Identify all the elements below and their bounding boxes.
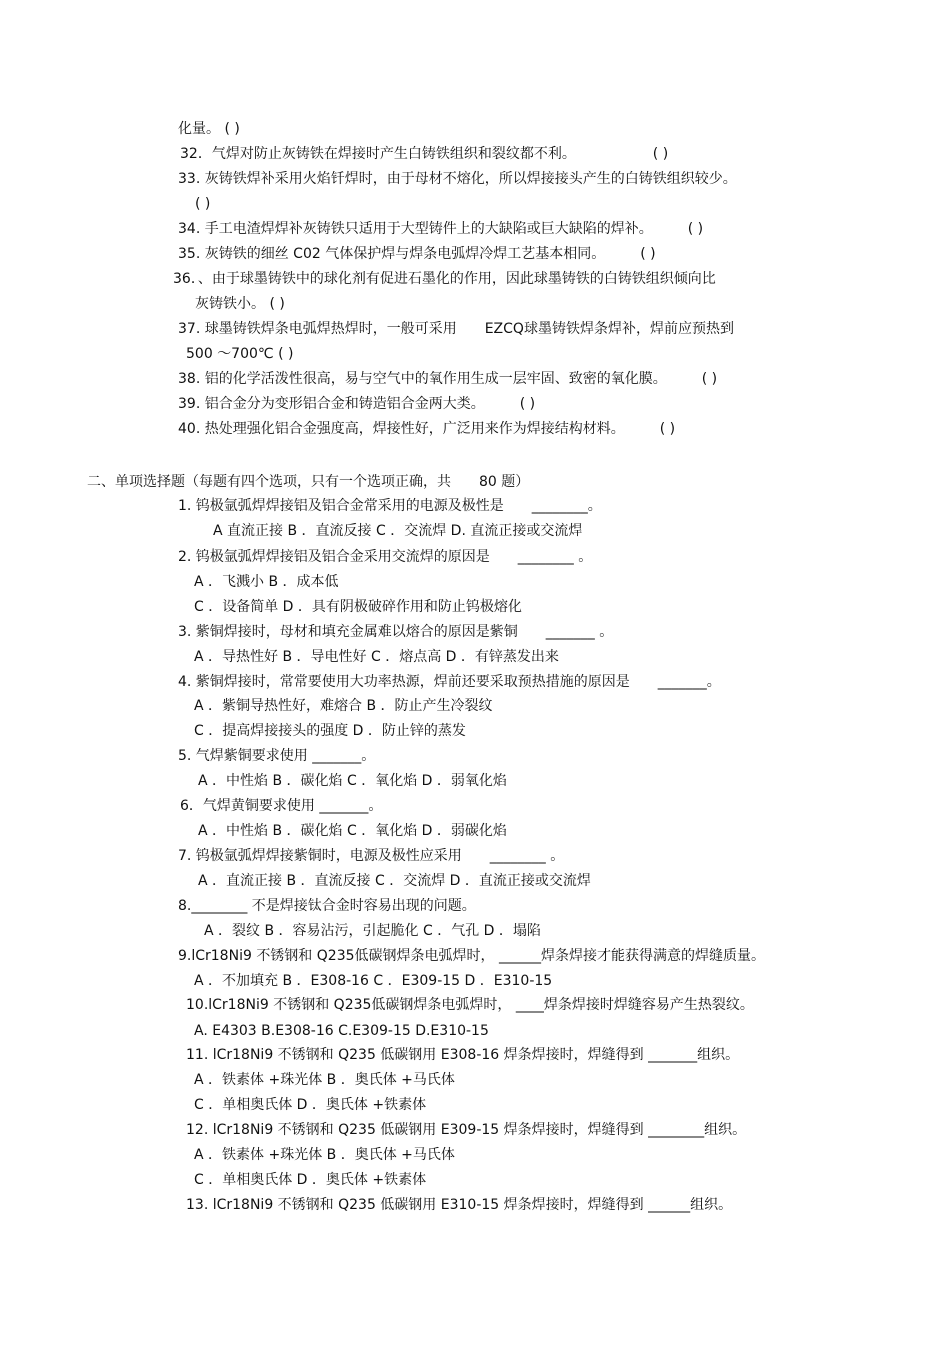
question-line: 4. 紫铜焊接时，常常要使用大功率热源，焊前还要采取预热措施的原因是 _______。: [178, 674, 721, 690]
option-line: A ．铁素体 +珠光体 B ．奥氏体 +马氏体: [194, 1072, 455, 1088]
option-line: C ．设备简单 D ．具有阴极破碎作用和防止钨极熔化: [194, 599, 522, 615]
option-line: A 直流正接 B ．直流反接 C ．交流焊 D. 直流正接或交流焊: [213, 523, 583, 539]
question-line: 2. 钨极氩弧焊焊接铝及铝合金采用交流焊的原因是 ________ 。: [178, 549, 593, 565]
question-line: 11. lCr18Ni9 不锈钢和 Q235 低碳钢用 E308-16 焊条焊接时，焊缝得到 _______组织。: [186, 1047, 740, 1063]
option-line: A. E4303 B.E308-16 C.E309-15 D.E310-15: [194, 1023, 489, 1039]
text-line: 化量。 ( ): [178, 121, 240, 137]
question-line: 1. 钨极氩弧焊焊接铝及铝合金常采用的电源及极性是 ________。: [178, 498, 602, 514]
option-line: C ．提高焊接接头的强度 D ．防止锌的蒸发: [194, 723, 466, 739]
option-line: A ．飞溅小 B ．成本低: [194, 574, 339, 590]
option-line: A ．中性焰 B ．碳化焰 C ．氧化焰 D ．弱氧化焰: [198, 773, 507, 789]
text-line: 38. 铝的化学活泼性很高，易与空气中的氧作用生成一层牢固、致密的氧化膜。 ( ): [178, 371, 718, 387]
text-line: 32．气焊对防止灰铸铁在焊接时产生白铸铁组织和裂纹都不利。 ( ): [180, 146, 669, 162]
question-line: 10.lCr18Ni9 不锈钢和 Q235低碳钢焊条电弧焊时， ____焊条焊接时焊缝容易产生热裂纹。: [186, 997, 754, 1013]
section-heading: 二、单项选择题（每题有四个选项，只有一个选项正确，共 80 题）: [87, 474, 530, 490]
text-line: 500 ～700℃ ( ): [186, 346, 294, 362]
option-line: C ．单相奥氏体 D ．奥氏体 +铁素体: [194, 1172, 427, 1188]
text-line: ( ): [195, 196, 211, 212]
question-line: 13. lCr18Ni9 不锈钢和 Q235 低碳钢用 E310-15 焊条焊接时，焊缝得到 ______组织。: [186, 1197, 733, 1213]
text-line: 36．、由于球墨铸铁中的球化剂有促进石墨化的作用，因此球墨铸铁的白铸铁组织倾向比: [173, 271, 716, 287]
option-line: A ．中性焰 B ．碳化焰 C ．氧化焰 D ．弱碳化焰: [198, 823, 507, 839]
text-line: 39. 铝合金分为变形铝合金和铸造铝合金两大类。 ( ): [178, 396, 536, 412]
option-line: A ．铁素体 +珠光体 B ．奥氏体 +马氏体: [194, 1147, 455, 1163]
text-line: 34. 手工电渣焊焊补灰铸铁只适用于大型铸件上的大缺陷或巨大缺陷的焊补。 ( ): [178, 221, 704, 237]
question-line: 3. 紫铜焊接时，母材和填充金属难以熔合的原因是紫铜 _______ 。: [178, 624, 614, 640]
option-line: A ．不加填充 B ．E308-16 C ．E309-15 D ．E310-15: [194, 973, 553, 989]
question-line: 6．气焊黄铜要求使用 _______。: [180, 798, 383, 814]
option-line: C ．单相奥氏体 D ．奥氏体 +铁素体: [194, 1097, 427, 1113]
question-line: 7. 钨极氩弧焊焊接紫铜时，电源及极性应采用 ________ 。: [178, 848, 565, 864]
option-line: A ．裂纹 B ．容易沾污，引起脆化 C ．气孔 D ．塌陷: [204, 923, 541, 939]
option-line: A ．直流正接 B ．直流反接 C ．交流焊 D ．直流正接或交流焊: [198, 873, 591, 889]
text-line: 40. 热处理强化铝合金强度高，焊接性好，广泛用来作为焊接结构材料。 ( ): [178, 421, 676, 437]
question-line: 5. 气焊紫铜要求使用 _______。: [178, 748, 376, 764]
option-line: A ．导热性好 B ．导电性好 C ．熔点高 D ．有锌蒸发出来: [194, 649, 559, 665]
question-line: 8.________ 不是焊接钛合金时容易出现的问题。: [178, 898, 476, 914]
text-line: 35. 灰铸铁的细丝 C02 气体保护焊与焊条电弧焊冷焊工艺基本相同。 ( ): [178, 246, 656, 262]
option-line: A ．紫铜导热性好，难熔合 B ．防止产生冷裂纹: [194, 698, 493, 714]
text-line: 33. 灰铸铁焊补采用火焰钎焊时，由于母材不熔化，所以焊接接头产生的白铸铁组织较少。: [178, 171, 737, 187]
text-line: 37. 球墨铸铁焊条电弧焊热焊时，一般可采用 EZCQ球墨铸铁焊条焊补，焊前应预热到: [178, 321, 734, 337]
question-line: 9.lCr18Ni9 不锈钢和 Q235低碳钢焊条电弧焊时， ______焊条焊接才能获得满意的焊缝质量。: [178, 948, 765, 964]
text-line: 灰铸铁小。 ( ): [195, 296, 285, 312]
question-line: 12. lCr18Ni9 不锈钢和 Q235 低碳钢用 E309-15 焊条焊接时，焊缝得到 ________组织。: [186, 1122, 747, 1138]
